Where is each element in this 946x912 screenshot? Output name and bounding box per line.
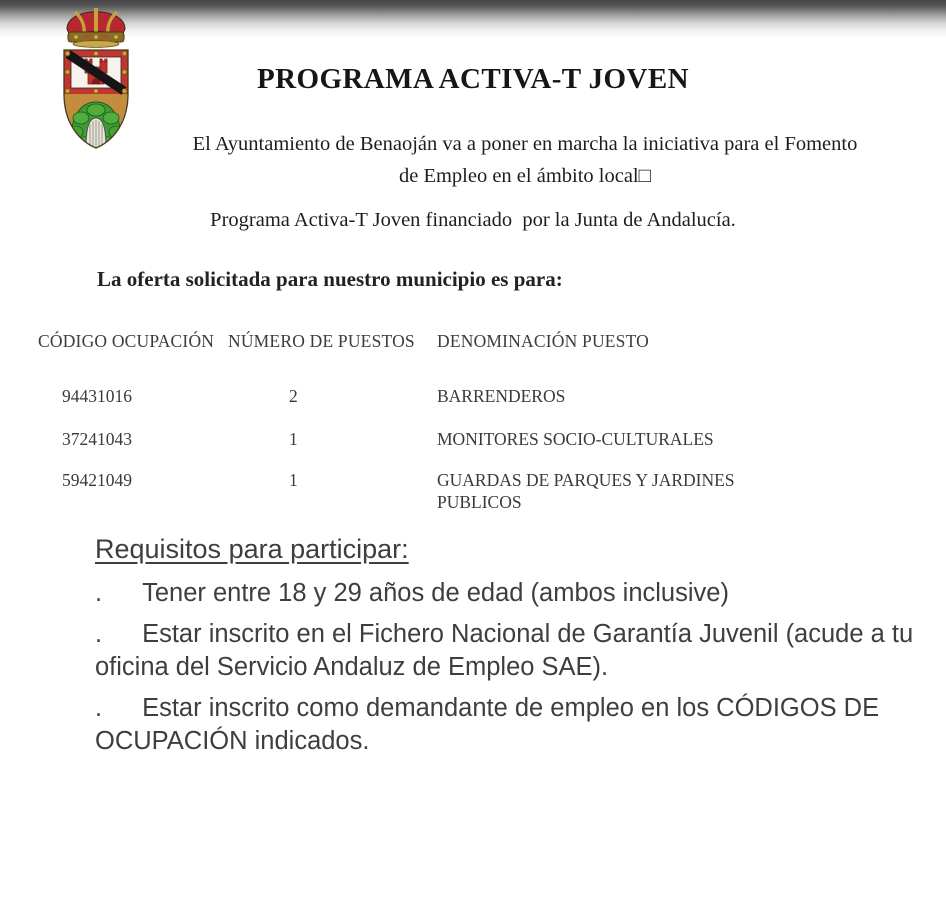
table-row — [38, 428, 918, 450]
bullet-dot: . — [95, 694, 103, 722]
requirement-item — [95, 692, 925, 758]
requirement-item — [95, 618, 925, 684]
table-row — [38, 469, 918, 513]
bullet-dot: . — [95, 579, 103, 607]
puestos-cell: 2 — [289, 386, 298, 406]
bullet-dot: . — [95, 620, 103, 648]
codigo-cell: 94431016 — [62, 386, 132, 406]
codigo-cell: 59421049 — [62, 470, 132, 490]
intro-line-2: de Empleo en el ámbito local□ — [398, 165, 652, 187]
table-header-row — [38, 330, 918, 352]
table-row — [38, 385, 918, 407]
funding-line: Programa Activa-T Joven financiado por la Junta de Andalucía. — [210, 209, 736, 231]
requirement-text: Tener entre 18 y 29 años de edad (ambos inclusive) — [142, 579, 729, 607]
denominacion-cell: MONITORES SOCIO-CULTURALES — [437, 429, 714, 449]
requirements-section — [95, 533, 925, 758]
scan-top-shadow — [0, 0, 946, 38]
page-title: PROGRAMA ACTIVA-T JOVEN — [257, 63, 689, 95]
denominacion-cell: GUARDAS DE PARQUES Y JARDINES PUBLICOS — [437, 470, 735, 512]
crown-icon — [67, 8, 125, 47]
requirement-text: Estar inscrito en el Fichero Nacional de Garantía Juvenil (acude a tu oficina del Servicio Andaluz de Empleo SAE). — [95, 620, 914, 681]
denominacion-cell: BARRENDEROS — [437, 386, 566, 406]
offer-heading: La oferta solicitada para nuestro municipio es para: — [97, 267, 563, 291]
column-header-denominacion: DENOMINACIÓN PUESTO — [437, 331, 650, 351]
puestos-cell: 1 — [289, 470, 298, 490]
intro-paragraph — [133, 128, 917, 192]
intro-line-1: El Ayuntamiento de Benaoján va a poner en marcha la iniciativa para el Fomento — [192, 133, 858, 155]
requirement-item — [95, 577, 925, 610]
puestos-cell: 1 — [289, 429, 298, 449]
column-header-puestos: NÚMERO DE PUESTOS — [228, 331, 415, 351]
requirement-text: Estar inscrito como demandante de empleo en los CÓDIGOS DE OCUPACIÓN indicados. — [95, 694, 880, 755]
column-header-codigo: CÓDIGO OCUPACIÓN — [38, 331, 215, 351]
requirements-heading: Requisitos para participar: — [95, 534, 409, 564]
jobs-table — [38, 330, 918, 513]
codigo-cell: 37241043 — [62, 429, 132, 449]
